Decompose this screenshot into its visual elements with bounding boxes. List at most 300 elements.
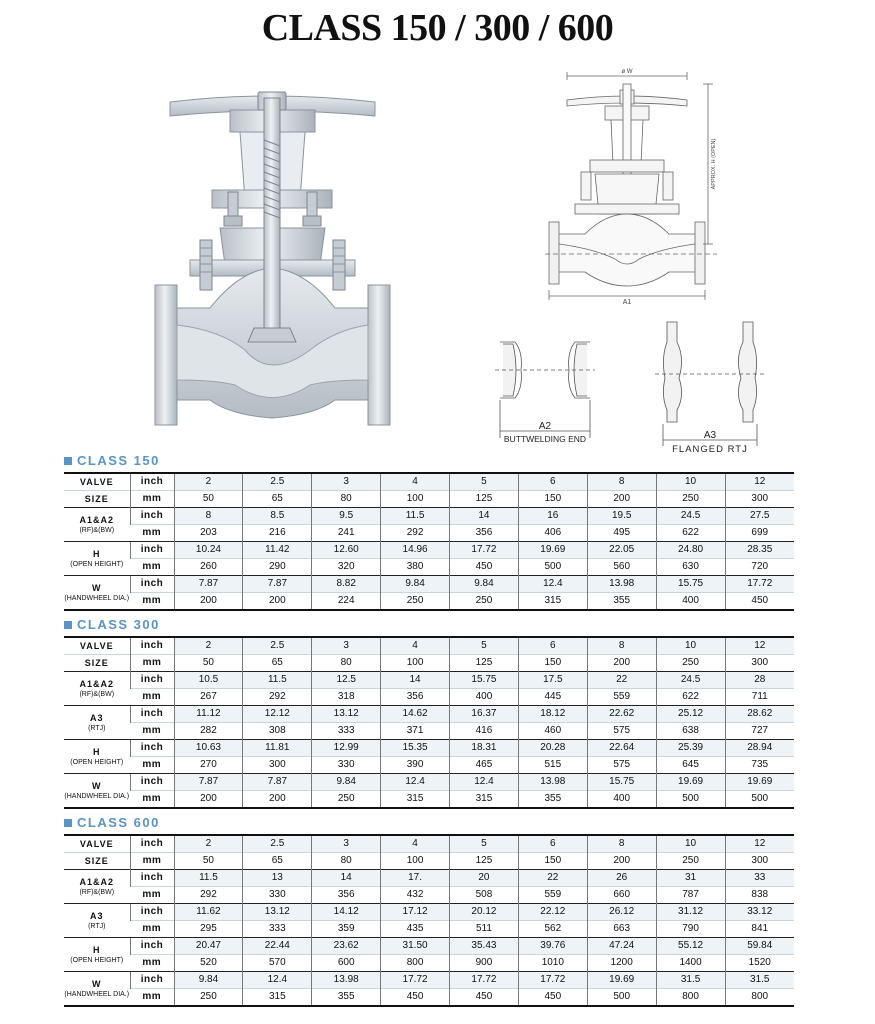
row-label-main: A1&A2 bbox=[79, 876, 114, 887]
row-label bbox=[64, 542, 130, 576]
value-cell: 333 bbox=[312, 723, 381, 740]
row-label bbox=[64, 576, 130, 611]
value-cell: 12.4 bbox=[518, 576, 587, 593]
table-row bbox=[64, 723, 794, 740]
value-cell: 17.72 bbox=[725, 576, 794, 593]
value-cell: 330 bbox=[243, 887, 312, 904]
value-cell: 17.72 bbox=[450, 542, 519, 559]
row-label bbox=[64, 938, 130, 972]
value-cell: 390 bbox=[381, 757, 450, 774]
value-cell: 16 bbox=[518, 508, 587, 525]
buttwelding-end-drawing bbox=[495, 330, 595, 448]
value-cell: 292 bbox=[174, 887, 243, 904]
value-cell: 6 bbox=[518, 473, 587, 491]
unit-cell: mm bbox=[130, 955, 174, 972]
unit-cell: inch bbox=[130, 508, 174, 525]
row-label bbox=[64, 972, 130, 1007]
value-cell: 315 bbox=[450, 791, 519, 809]
table-row bbox=[64, 689, 794, 706]
row-label bbox=[64, 870, 130, 904]
value-cell: 26 bbox=[587, 870, 656, 887]
value-cell: 11.81 bbox=[243, 740, 312, 757]
unit-cell: mm bbox=[130, 655, 174, 672]
value-cell: 500 bbox=[518, 559, 587, 576]
value-cell: 511 bbox=[450, 921, 519, 938]
row-label-main: H bbox=[93, 746, 101, 757]
value-cell: 13.98 bbox=[587, 576, 656, 593]
value-cell: 28.94 bbox=[725, 740, 794, 757]
value-cell: 7.87 bbox=[174, 774, 243, 791]
value-cell: 2.5 bbox=[243, 473, 312, 491]
value-cell: 495 bbox=[587, 525, 656, 542]
value-cell: 515 bbox=[518, 757, 587, 774]
value-cell: 570 bbox=[243, 955, 312, 972]
row-label-main: SIZE bbox=[84, 494, 109, 504]
value-cell: 435 bbox=[381, 921, 450, 938]
value-cell: 200 bbox=[243, 593, 312, 611]
row-label-main: VALVE bbox=[79, 839, 114, 849]
value-cell: 13.12 bbox=[312, 706, 381, 723]
value-cell: 224 bbox=[312, 593, 381, 611]
section-bullet-icon bbox=[64, 819, 72, 827]
value-cell: 14 bbox=[450, 508, 519, 525]
value-cell: 465 bbox=[450, 757, 519, 774]
table-row bbox=[64, 593, 794, 611]
unit-cell: inch bbox=[130, 576, 174, 593]
unit-cell: mm bbox=[130, 757, 174, 774]
value-cell: 450 bbox=[725, 593, 794, 611]
value-cell: 200 bbox=[174, 593, 243, 611]
value-cell: 31 bbox=[656, 870, 725, 887]
value-cell: 22.64 bbox=[587, 740, 656, 757]
value-cell: 300 bbox=[725, 853, 794, 870]
value-cell: 500 bbox=[725, 791, 794, 809]
value-cell: 14 bbox=[381, 672, 450, 689]
flanged-rtj-label: FLANGED RTJ bbox=[672, 444, 748, 455]
value-cell: 150 bbox=[518, 491, 587, 508]
value-cell: 31.12 bbox=[656, 904, 725, 921]
unit-cell: inch bbox=[130, 972, 174, 989]
value-cell: 356 bbox=[381, 689, 450, 706]
value-cell: 50 bbox=[174, 853, 243, 870]
value-cell: 500 bbox=[656, 791, 725, 809]
value-cell: 645 bbox=[656, 757, 725, 774]
row-label-main: SIZE bbox=[84, 658, 109, 668]
value-cell: 562 bbox=[518, 921, 587, 938]
value-cell: 13 bbox=[243, 870, 312, 887]
row-label-main: H bbox=[93, 548, 101, 559]
value-cell: 790 bbox=[656, 921, 725, 938]
value-cell: 355 bbox=[312, 989, 381, 1007]
spec-table-class-300 bbox=[64, 636, 794, 809]
value-cell: 735 bbox=[725, 757, 794, 774]
unit-cell: inch bbox=[130, 904, 174, 921]
unit-cell: inch bbox=[130, 637, 174, 655]
valve-dimension-drawing bbox=[545, 64, 725, 304]
unit-cell: mm bbox=[130, 723, 174, 740]
value-cell: 622 bbox=[656, 525, 725, 542]
table-row bbox=[64, 559, 794, 576]
value-cell: 11.62 bbox=[174, 904, 243, 921]
value-cell: 14.62 bbox=[381, 706, 450, 723]
value-cell: 800 bbox=[381, 955, 450, 972]
value-cell: 125 bbox=[450, 853, 519, 870]
value-cell: 2 bbox=[174, 637, 243, 655]
unit-cell: mm bbox=[130, 491, 174, 508]
value-cell: 292 bbox=[243, 689, 312, 706]
value-cell: 22.44 bbox=[243, 938, 312, 955]
value-cell: 65 bbox=[243, 491, 312, 508]
row-label bbox=[64, 740, 130, 774]
table-row bbox=[64, 989, 794, 1007]
value-cell: 638 bbox=[656, 723, 725, 740]
value-cell: 22 bbox=[518, 870, 587, 887]
spec-table-body bbox=[64, 473, 794, 610]
value-cell: 17.72 bbox=[450, 972, 519, 989]
row-label bbox=[64, 672, 130, 706]
value-cell: 292 bbox=[381, 525, 450, 542]
section-bullet-icon bbox=[64, 621, 72, 629]
value-cell: 216 bbox=[243, 525, 312, 542]
value-cell: 19.5 bbox=[587, 508, 656, 525]
row-label-sub: (OPEN HEIGHT) bbox=[70, 758, 124, 766]
table-row bbox=[64, 576, 794, 593]
value-cell: 787 bbox=[656, 887, 725, 904]
row-label bbox=[64, 491, 130, 508]
value-cell: 125 bbox=[450, 491, 519, 508]
value-cell: 267 bbox=[174, 689, 243, 706]
value-cell: 17.72 bbox=[518, 972, 587, 989]
value-cell: 720 bbox=[725, 559, 794, 576]
unit-cell: inch bbox=[130, 938, 174, 955]
value-cell: 200 bbox=[587, 655, 656, 672]
value-cell: 10.5 bbox=[174, 672, 243, 689]
value-cell: 800 bbox=[725, 989, 794, 1007]
row-label bbox=[64, 835, 130, 853]
value-cell: 711 bbox=[725, 689, 794, 706]
value-cell: 15.35 bbox=[381, 740, 450, 757]
value-cell: 11.12 bbox=[174, 706, 243, 723]
value-cell: 699 bbox=[725, 525, 794, 542]
row-label-main: VALVE bbox=[79, 641, 114, 651]
value-cell: 12.60 bbox=[312, 542, 381, 559]
valve-cutaway-illustration bbox=[150, 80, 395, 430]
value-cell: 3 bbox=[312, 473, 381, 491]
value-cell: 308 bbox=[243, 723, 312, 740]
value-cell: 15.75 bbox=[450, 672, 519, 689]
value-cell: 300 bbox=[243, 757, 312, 774]
value-cell: 12 bbox=[725, 473, 794, 491]
value-cell: 450 bbox=[518, 989, 587, 1007]
value-cell: 5 bbox=[450, 473, 519, 491]
row-label-sub: (RF)&(BW) bbox=[79, 526, 115, 534]
value-cell: 295 bbox=[174, 921, 243, 938]
row-label-sub: (HANDWHEEL DIA.) bbox=[64, 594, 130, 602]
table-row bbox=[64, 473, 794, 491]
value-cell: 450 bbox=[450, 559, 519, 576]
value-cell: 250 bbox=[656, 491, 725, 508]
value-cell: 838 bbox=[725, 887, 794, 904]
unit-cell: inch bbox=[130, 835, 174, 853]
unit-cell: mm bbox=[130, 887, 174, 904]
value-cell: 10.63 bbox=[174, 740, 243, 757]
value-cell: 11.42 bbox=[243, 542, 312, 559]
value-cell: 9.5 bbox=[312, 508, 381, 525]
value-cell: 23.62 bbox=[312, 938, 381, 955]
value-cell: 33.12 bbox=[725, 904, 794, 921]
value-cell: 460 bbox=[518, 723, 587, 740]
value-cell: 250 bbox=[174, 989, 243, 1007]
unit-cell: mm bbox=[130, 853, 174, 870]
value-cell: 150 bbox=[518, 853, 587, 870]
page-title: CLASS 150 / 300 / 600 bbox=[261, 7, 614, 49]
value-cell: 50 bbox=[174, 491, 243, 508]
value-cell: 250 bbox=[381, 593, 450, 611]
value-cell: 200 bbox=[587, 853, 656, 870]
value-cell: 59.84 bbox=[725, 938, 794, 955]
value-cell: 22.62 bbox=[587, 706, 656, 723]
value-cell: 15.75 bbox=[656, 576, 725, 593]
row-label-sub: (OPEN HEIGHT) bbox=[70, 560, 124, 568]
value-cell: 14.12 bbox=[312, 904, 381, 921]
value-cell: 22 bbox=[587, 672, 656, 689]
unit-cell: inch bbox=[130, 870, 174, 887]
value-cell: 20.47 bbox=[174, 938, 243, 955]
value-cell: 11.5 bbox=[381, 508, 450, 525]
value-cell: 203 bbox=[174, 525, 243, 542]
value-cell: 12.12 bbox=[243, 706, 312, 723]
value-cell: 8.5 bbox=[243, 508, 312, 525]
value-cell: 19.69 bbox=[518, 542, 587, 559]
table-row bbox=[64, 672, 794, 689]
row-label-main: W bbox=[92, 780, 102, 791]
value-cell: 241 bbox=[312, 525, 381, 542]
value-cell: 28.35 bbox=[725, 542, 794, 559]
value-cell: 28.62 bbox=[725, 706, 794, 723]
value-cell: 39.76 bbox=[518, 938, 587, 955]
value-cell: 1520 bbox=[725, 955, 794, 972]
value-cell: 10 bbox=[656, 473, 725, 491]
dim-h-label: APPROX. H (OPEN) bbox=[711, 138, 717, 190]
value-cell: 35.43 bbox=[450, 938, 519, 955]
table-row bbox=[64, 757, 794, 774]
value-cell: 7.87 bbox=[243, 774, 312, 791]
value-cell: 18.31 bbox=[450, 740, 519, 757]
table-row bbox=[64, 835, 794, 853]
value-cell: 800 bbox=[656, 989, 725, 1007]
buttwelding-end-label: BUTTWELDING END bbox=[503, 434, 587, 444]
value-cell: 575 bbox=[587, 723, 656, 740]
value-cell: 26.12 bbox=[587, 904, 656, 921]
table-row bbox=[64, 542, 794, 559]
value-cell: 250 bbox=[312, 791, 381, 809]
unit-cell: inch bbox=[130, 740, 174, 757]
value-cell: 260 bbox=[174, 559, 243, 576]
table-row bbox=[64, 637, 794, 655]
value-cell: 660 bbox=[587, 887, 656, 904]
section-heading-class-600: CLASS 600 bbox=[64, 815, 160, 830]
row-label bbox=[64, 774, 130, 809]
value-cell: 3 bbox=[312, 835, 381, 853]
value-cell: 14 bbox=[312, 870, 381, 887]
row-label bbox=[64, 706, 130, 740]
spec-table-body bbox=[64, 835, 794, 1006]
row-label bbox=[64, 853, 130, 870]
value-cell: 12.5 bbox=[312, 672, 381, 689]
value-cell: 663 bbox=[587, 921, 656, 938]
row-label-main: A1&A2 bbox=[79, 678, 114, 689]
value-cell: 900 bbox=[450, 955, 519, 972]
value-cell: 9.84 bbox=[450, 576, 519, 593]
row-label-sub: (HANDWHEEL DIA.) bbox=[64, 990, 130, 998]
dim-a3-label: A3 bbox=[703, 430, 717, 441]
row-label-main: VALVE bbox=[79, 477, 114, 487]
value-cell: 18.12 bbox=[518, 706, 587, 723]
value-cell: 6 bbox=[518, 637, 587, 655]
value-cell: 19.69 bbox=[587, 972, 656, 989]
value-cell: 200 bbox=[243, 791, 312, 809]
value-cell: 10 bbox=[656, 835, 725, 853]
value-cell: 2.5 bbox=[243, 835, 312, 853]
value-cell: 17.72 bbox=[381, 972, 450, 989]
spec-table-class-600 bbox=[64, 834, 794, 1007]
value-cell: 16.37 bbox=[450, 706, 519, 723]
unit-cell: mm bbox=[130, 559, 174, 576]
value-cell: 12.4 bbox=[243, 972, 312, 989]
value-cell: 17.5 bbox=[518, 672, 587, 689]
value-cell: 560 bbox=[587, 559, 656, 576]
value-cell: 371 bbox=[381, 723, 450, 740]
value-cell: 400 bbox=[587, 791, 656, 809]
unit-cell: inch bbox=[130, 473, 174, 491]
dim-a2-label: A2 bbox=[538, 421, 552, 432]
row-label-main: A3 bbox=[89, 910, 104, 921]
value-cell: 17.12 bbox=[381, 904, 450, 921]
value-cell: 300 bbox=[725, 655, 794, 672]
value-cell: 100 bbox=[381, 655, 450, 672]
value-cell: 12.4 bbox=[450, 774, 519, 791]
value-cell: 24.5 bbox=[656, 672, 725, 689]
value-cell: 12 bbox=[725, 637, 794, 655]
value-cell: 10.24 bbox=[174, 542, 243, 559]
value-cell: 100 bbox=[381, 853, 450, 870]
spec-table-body bbox=[64, 637, 794, 808]
unit-cell: mm bbox=[130, 921, 174, 938]
value-cell: 300 bbox=[725, 491, 794, 508]
value-cell: 3 bbox=[312, 637, 381, 655]
value-cell: 17. bbox=[381, 870, 450, 887]
value-cell: 406 bbox=[518, 525, 587, 542]
value-cell: 250 bbox=[656, 853, 725, 870]
value-cell: 400 bbox=[450, 689, 519, 706]
value-cell: 318 bbox=[312, 689, 381, 706]
value-cell: 33 bbox=[725, 870, 794, 887]
dim-w-label: ø W bbox=[621, 69, 633, 75]
row-label-sub: (RTJ) bbox=[88, 724, 106, 732]
value-cell: 320 bbox=[312, 559, 381, 576]
unit-cell: inch bbox=[130, 542, 174, 559]
table-row bbox=[64, 525, 794, 542]
value-cell: 559 bbox=[587, 689, 656, 706]
value-cell: 15.75 bbox=[587, 774, 656, 791]
unit-cell: mm bbox=[130, 989, 174, 1007]
value-cell: 315 bbox=[518, 593, 587, 611]
value-cell: 559 bbox=[518, 887, 587, 904]
value-cell: 282 bbox=[174, 723, 243, 740]
value-cell: 2.5 bbox=[243, 637, 312, 655]
value-cell: 333 bbox=[243, 921, 312, 938]
value-cell: 450 bbox=[381, 989, 450, 1007]
table-row bbox=[64, 972, 794, 989]
value-cell: 31.50 bbox=[381, 938, 450, 955]
value-cell: 8 bbox=[587, 473, 656, 491]
table-row bbox=[64, 508, 794, 525]
value-cell: 380 bbox=[381, 559, 450, 576]
value-cell: 450 bbox=[450, 989, 519, 1007]
value-cell: 290 bbox=[243, 559, 312, 576]
value-cell: 19.69 bbox=[725, 774, 794, 791]
value-cell: 445 bbox=[518, 689, 587, 706]
value-cell: 80 bbox=[312, 853, 381, 870]
row-label-sub: (OPEN HEIGHT) bbox=[70, 956, 124, 964]
value-cell: 7.87 bbox=[174, 576, 243, 593]
row-label-sub: (RF)&(BW) bbox=[79, 888, 115, 896]
value-cell: 24.80 bbox=[656, 542, 725, 559]
value-cell: 4 bbox=[381, 835, 450, 853]
spec-table-class-150 bbox=[64, 472, 794, 611]
value-cell: 841 bbox=[725, 921, 794, 938]
value-cell: 31.5 bbox=[656, 972, 725, 989]
row-label-sub: (RTJ) bbox=[88, 922, 106, 930]
value-cell: 13.98 bbox=[312, 972, 381, 989]
value-cell: 13.12 bbox=[243, 904, 312, 921]
value-cell: 4 bbox=[381, 473, 450, 491]
row-label-main: A3 bbox=[89, 712, 104, 723]
table-row bbox=[64, 853, 794, 870]
unit-cell: mm bbox=[130, 593, 174, 611]
value-cell: 250 bbox=[450, 593, 519, 611]
section-heading-class-300: CLASS 300 bbox=[64, 617, 160, 632]
table-row bbox=[64, 740, 794, 757]
unit-cell: inch bbox=[130, 774, 174, 791]
value-cell: 5 bbox=[450, 835, 519, 853]
value-cell: 400 bbox=[656, 593, 725, 611]
table-row bbox=[64, 938, 794, 955]
value-cell: 11.5 bbox=[174, 870, 243, 887]
flanged-rtj-drawing bbox=[655, 318, 765, 458]
row-label-sub: (HANDWHEEL DIA.) bbox=[64, 792, 130, 800]
value-cell: 12.99 bbox=[312, 740, 381, 757]
value-cell: 727 bbox=[725, 723, 794, 740]
table-row bbox=[64, 870, 794, 887]
section-bullet-icon bbox=[64, 457, 72, 465]
value-cell: 508 bbox=[450, 887, 519, 904]
value-cell: 6 bbox=[518, 835, 587, 853]
row-label-main: SIZE bbox=[84, 856, 109, 866]
value-cell: 8.82 bbox=[312, 576, 381, 593]
value-cell: 22.12 bbox=[518, 904, 587, 921]
row-label bbox=[64, 904, 130, 938]
value-cell: 47.24 bbox=[587, 938, 656, 955]
value-cell: 200 bbox=[174, 791, 243, 809]
row-label bbox=[64, 473, 130, 491]
unit-cell: mm bbox=[130, 525, 174, 542]
value-cell: 356 bbox=[450, 525, 519, 542]
section-heading-class-150: CLASS 150 bbox=[64, 453, 160, 468]
row-label-main: H bbox=[93, 944, 101, 955]
value-cell: 200 bbox=[587, 491, 656, 508]
value-cell: 1010 bbox=[518, 955, 587, 972]
